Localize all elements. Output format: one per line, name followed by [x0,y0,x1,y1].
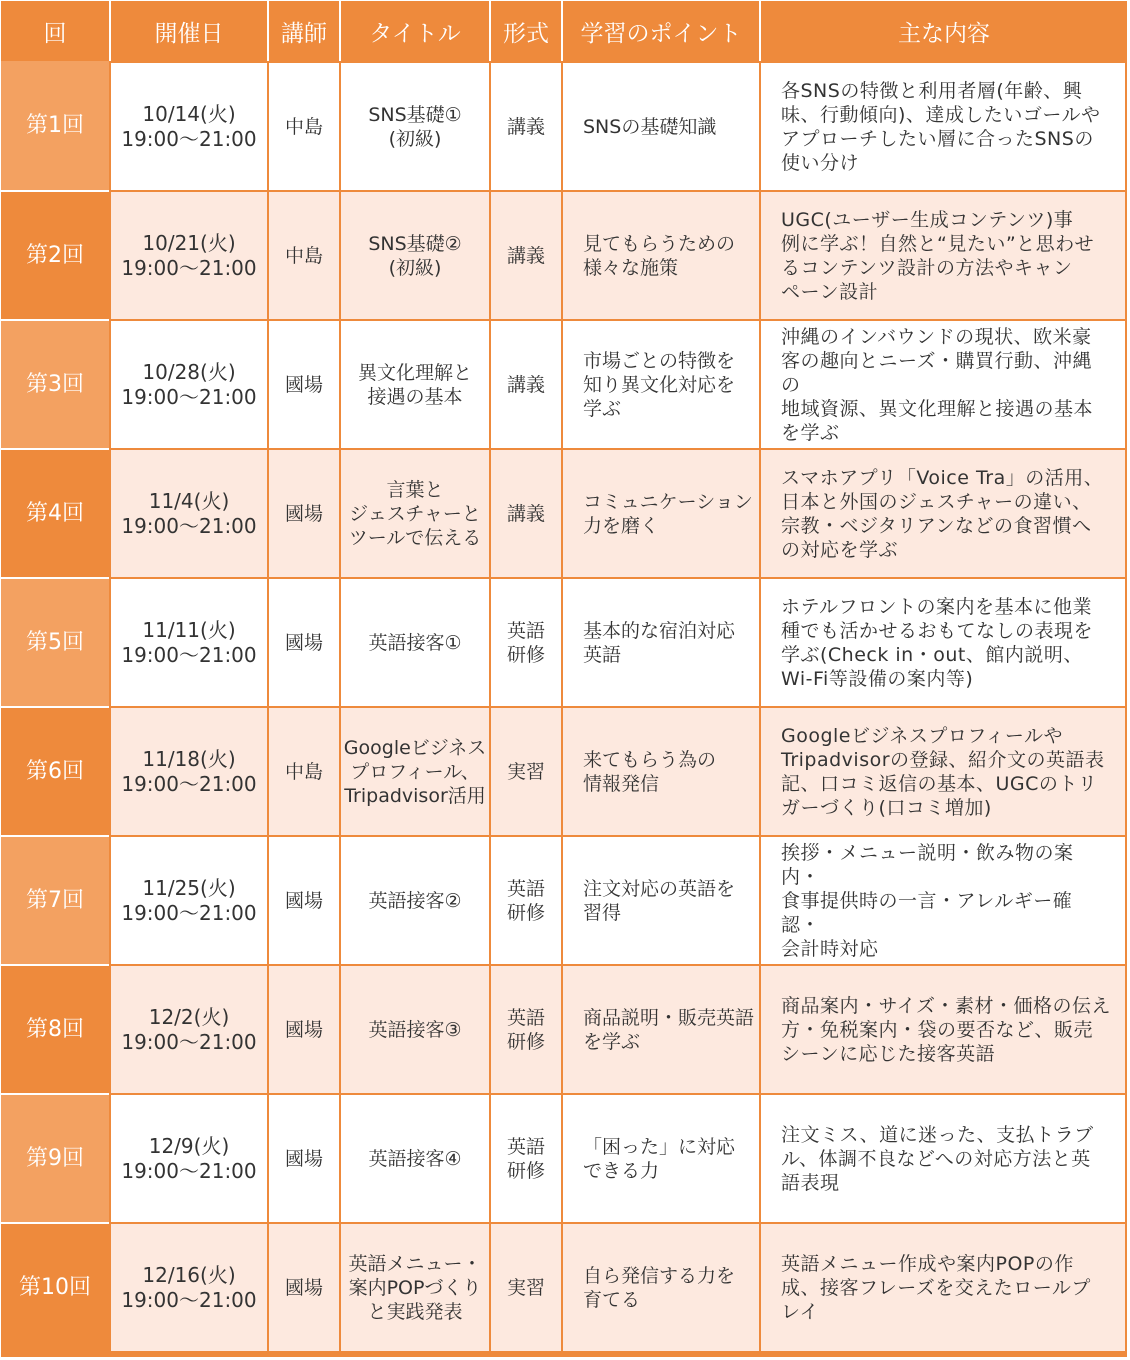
session-title-line: と実践発表 [367,1300,463,1323]
session-point-line: 来てもらう為の [583,748,717,771]
session-point-line: できる力 [583,1159,660,1182]
session-point-line: 基本的な宿泊対応 [583,619,736,642]
schedule-table [1,1,1127,1353]
session-content [759,706,1127,835]
session-teacher: 國場 [267,835,339,964]
session-teacher: 國場 [267,964,339,1093]
header-teacher: 講師 [267,1,339,61]
session-time: 19:00～21:00 [121,513,257,538]
session-date: 10/14(火) [142,101,236,126]
session-title-line: 英語接客③ [368,1018,462,1041]
session-format [489,61,561,190]
session-date: 11/25(火) [142,875,236,900]
session-format-line: 講義 [506,115,545,138]
session-number: 第6回 [1,706,109,835]
table-row [1,319,1127,448]
session-point [561,61,759,190]
session-time: 19:00～21:00 [121,384,257,409]
session-title-line: 異文化理解と [357,361,472,384]
session-content-line: 宗教・ベジタリアンなどの食習慣へ [781,514,1092,537]
session-title [339,1222,489,1353]
header-kai: 回 [1,1,109,61]
session-point-line: 様々な施策 [583,256,679,279]
session-content [759,1093,1127,1222]
table-row [1,835,1127,964]
table-row [1,61,1127,190]
session-format [489,964,561,1093]
session-number: 第3回 [1,319,109,448]
session-content-line: 英語メニュー作成や案内POPの作 [781,1252,1074,1275]
session-teacher: 國場 [267,577,339,706]
table-row [1,1093,1127,1222]
session-content-line: 日本と外国のジェスチャーの違い、 [781,490,1092,513]
session-content-line: の対応を学ぶ [781,538,899,561]
session-title-line: 英語接客① [368,631,462,654]
session-title [339,964,489,1093]
session-date-cell [109,319,267,448]
session-title-line: 英語接客④ [368,1147,462,1170]
table-row [1,577,1127,706]
session-date: 10/28(火) [142,359,236,384]
session-time: 19:00～21:00 [121,1158,257,1183]
session-number: 第5回 [1,577,109,706]
session-point-line: 情報発信 [583,772,660,795]
session-format [489,577,561,706]
session-date-cell [109,190,267,319]
session-date-cell [109,61,267,190]
session-number: 第9回 [1,1093,109,1222]
session-content-line: Googleビジネスプロフィールや [781,724,1064,747]
session-content [759,190,1127,319]
session-time: 19:00～21:00 [121,642,257,667]
session-format-line: 実習 [506,1276,545,1299]
session-content-line: アプローチしたい層に合ったSNSの [781,127,1094,150]
session-point [561,1222,759,1353]
session-content-line: 方・免税案内・袋の要否など、販売 [781,1018,1094,1041]
session-content [759,964,1127,1093]
session-date: 12/9(火) [148,1133,230,1158]
session-content-line: 語表現 [781,1171,840,1194]
session-content [759,835,1127,964]
session-date-cell [109,835,267,964]
session-content-line: 挨拶・メニュー説明・飲み物の案内・ [781,841,1074,888]
session-format-line: 研修 [506,643,545,666]
session-content-line: ペーン設計 [781,280,879,303]
session-point-line: コミュニケーション [583,490,753,513]
header-format: 形式 [489,1,561,61]
session-title-line: SNS基礎② [368,232,462,255]
session-format-line: 講義 [506,244,545,267]
session-teacher: 中島 [267,61,339,190]
session-content [759,1222,1127,1353]
session-content-line: 商品案内・サイズ・素材・価格の伝え [781,994,1111,1017]
session-format-line: 英語 [506,877,545,900]
session-point-line: を学ぶ [583,1030,641,1053]
session-content-line: Wi-Fi等設備の案内等) [781,667,974,690]
session-point-line: 力を磨く [583,514,660,537]
session-point-line: 商品説明・販売英語 [583,1006,755,1029]
session-date: 12/2(火) [148,1004,230,1029]
schedule-table-frame [1,1,1127,1357]
session-content-line: 例に学ぶ！自然と“見たい”と思わせ [781,232,1095,255]
session-teacher: 中島 [267,706,339,835]
session-format [489,319,561,448]
session-time: 19:00～21:00 [121,900,257,925]
session-title-line: 接遇の基本 [367,385,463,408]
session-content-line: 食事提供時の一言・アレルギー確認・ [781,889,1073,936]
session-title-line: (初級) [388,256,442,279]
session-number: 第4回 [1,448,109,577]
session-title-line: プロフィール、 [350,760,480,783]
table-row [1,1222,1127,1353]
session-content-line: 注文ミス、道に迷った、支払トラブ [781,1123,1094,1146]
session-date: 11/4(火) [148,488,230,513]
session-format-line: 英語 [506,619,545,642]
session-format-line: 講義 [506,502,545,525]
header-date: 開催日 [109,1,267,61]
session-content-line: 沖縄のインバウンドの現状、欧米豪 [781,325,1092,348]
session-content [759,577,1127,706]
session-title [339,190,489,319]
session-format [489,835,561,964]
session-date-cell [109,1222,267,1353]
session-format [489,190,561,319]
session-content [759,448,1127,577]
session-format [489,1093,561,1222]
session-format-line: 研修 [506,1159,545,1182]
session-content-line: 客の趣向とニーズ・購買行動、沖縄の [781,349,1093,396]
session-content-line: 種でも活かせるおもてなしの表現を [781,619,1094,642]
session-time: 19:00～21:00 [121,255,257,280]
session-date-cell [109,1093,267,1222]
session-format-line: 研修 [506,1030,545,1053]
session-title [339,61,489,190]
session-point [561,964,759,1093]
header-content: 主な内容 [759,1,1127,61]
session-teacher: 中島 [267,190,339,319]
session-point-line: 「困った」に対応 [583,1135,736,1158]
session-date-cell [109,577,267,706]
session-title [339,577,489,706]
session-point [561,448,759,577]
session-content-line: 会計時対応 [781,937,879,960]
session-teacher: 國場 [267,319,339,448]
session-point-line: 学ぶ [583,397,622,420]
session-content-line: ル、体調不良などへの対応方法と英 [781,1147,1091,1170]
session-number: 第10回 [1,1222,109,1353]
session-content-line: Tripadvisorの登録、紹介文の英語表 [781,748,1105,771]
session-content-line: レイ [781,1300,820,1323]
session-content-line: ガーづくり(口コミ増加) [781,796,992,819]
session-format [489,1222,561,1353]
session-format-line: 英語 [506,1006,545,1029]
session-title-line: ジェスチャーと [349,502,481,525]
session-title-line: SNS基礎① [368,103,462,126]
session-content [759,61,1127,190]
session-point [561,190,759,319]
session-content-line: 記、口コミ返信の基本、UGCのトリ [781,772,1098,795]
session-format-line: 講義 [506,373,545,396]
session-teacher: 國場 [267,1093,339,1222]
session-point [561,835,759,964]
session-content-line: 学ぶ(Check in・out、館内説明、 [781,643,1083,666]
session-title-line: 英語接客② [368,889,462,912]
session-content-line: UGC(ユーザー生成コンテンツ)事 [781,208,1074,231]
session-date: 11/11(火) [142,617,236,642]
session-title-line: Googleビジネス [343,736,487,759]
session-time: 19:00～21:00 [121,126,257,151]
session-content-line: 成、接客フレーズを交えたロールプ [781,1276,1091,1299]
session-point [561,706,759,835]
session-date-cell [109,964,267,1093]
session-format-line: 実習 [506,760,545,783]
session-point [561,319,759,448]
session-number: 第1回 [1,61,109,190]
session-content-line: ホテルフロントの案内を基本に他業 [781,595,1093,618]
session-content-line: 地域資源、異文化理解と接遇の基本 [781,397,1094,420]
session-date-cell [109,448,267,577]
session-teacher: 國場 [267,448,339,577]
session-number: 第2回 [1,190,109,319]
header-row [1,1,1127,61]
session-number: 第8回 [1,964,109,1093]
session-title-line: 案内POPづくり [348,1276,482,1299]
header-title: タイトル [339,1,489,61]
session-point-line: 注文対応の英語を [583,877,736,900]
session-point [561,1093,759,1222]
session-content-line: シーンに応じた接客英語 [781,1042,996,1065]
session-format [489,448,561,577]
session-point-line: 見てもらうための [583,232,736,255]
session-point-line: 育てる [583,1288,641,1311]
session-number: 第7回 [1,835,109,964]
session-title [339,835,489,964]
session-format-line: 研修 [506,901,545,924]
session-title [339,448,489,577]
session-time: 19:00～21:00 [121,1287,257,1312]
session-format-line: 英語 [506,1135,545,1158]
session-title [339,706,489,835]
session-time: 19:00～21:00 [121,1029,257,1054]
session-title-line: Tripadvisor活用 [344,784,486,807]
session-title-line: 言葉と [386,478,444,501]
session-point-line: 市場ごとの特徴を [583,349,736,372]
session-time: 19:00～21:00 [121,771,257,796]
session-content-line: 使い分け [781,151,860,174]
session-point-line: 知り異文化対応を [583,373,736,396]
session-point-line: 習得 [583,901,622,924]
session-content-line: 各SNSの特徴と利用者層(年齢、興 [781,79,1083,102]
table-row [1,706,1127,835]
session-title-line: ツールで伝える [348,526,482,549]
session-date: 11/18(火) [142,746,236,771]
table-row [1,190,1127,319]
table-row [1,964,1127,1093]
session-content-line: を学ぶ [781,421,840,444]
header-point: 学習のポイント [561,1,759,61]
session-content [759,319,1127,448]
session-title-line: (初級) [388,127,442,150]
session-format [489,706,561,835]
session-title [339,1093,489,1222]
session-date: 12/16(火) [142,1262,236,1287]
session-title [339,319,489,448]
session-point-line: 自ら発信する力を [583,1264,736,1287]
session-teacher: 國場 [267,1222,339,1353]
session-title-line: 英語メニュー・ [348,1252,482,1275]
session-content-line: 味、行動傾向)、達成したいゴールや [781,103,1101,126]
session-date: 10/21(火) [142,230,236,255]
session-date-cell [109,706,267,835]
session-point-line: 英語 [583,643,622,666]
table-row [1,448,1127,577]
session-content-line: スマホアプリ「Voice Tra」の活用、 [781,466,1104,489]
session-content-line: るコンテンツ設計の方法やキャン [781,256,1073,279]
session-point [561,577,759,706]
session-point-line: SNSの基礎知識 [583,115,717,138]
